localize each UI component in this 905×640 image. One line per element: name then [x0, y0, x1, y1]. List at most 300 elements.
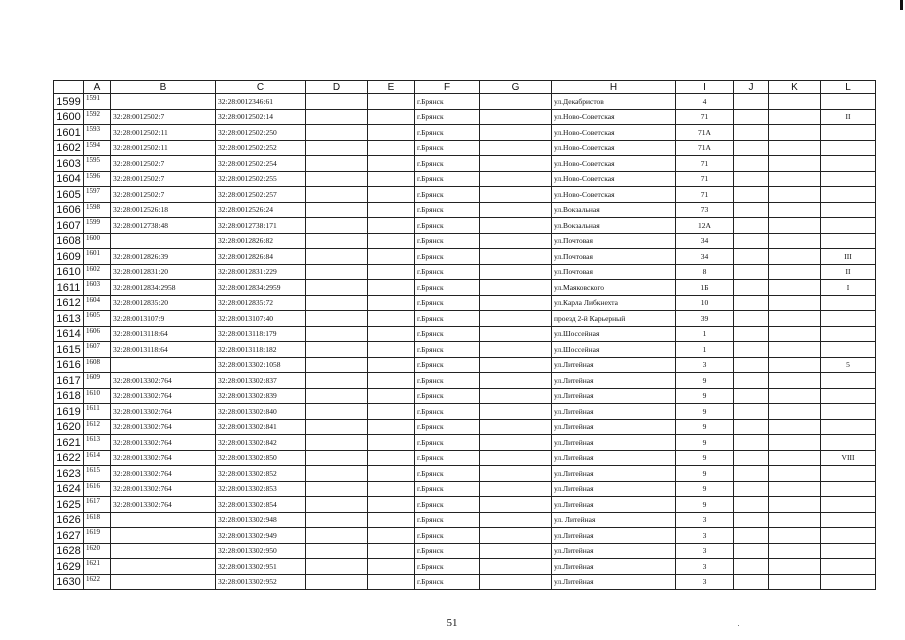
- cell-g: [480, 109, 552, 125]
- cell-j: [734, 373, 769, 389]
- cell-g: [480, 326, 552, 342]
- cell-b: [111, 94, 216, 110]
- table-row: [54, 295, 876, 311]
- cell-b: 32:28:0012826:39: [111, 249, 216, 265]
- cell-c: 32:28:0012835:72: [216, 295, 306, 311]
- row-number: 1605: [54, 187, 84, 203]
- cell-k: [769, 373, 821, 389]
- cell-h: ул. Литейная: [552, 512, 676, 528]
- cell-f: г.Брянск: [415, 94, 480, 110]
- cell-f: г.Брянск: [415, 280, 480, 296]
- row-number: 1609: [54, 249, 84, 265]
- cell-h: ул.Литейная: [552, 388, 676, 404]
- cell-k: [769, 419, 821, 435]
- cell-l: [821, 528, 876, 544]
- cell-l: [821, 295, 876, 311]
- cell-e: [368, 280, 415, 296]
- cell-b: [111, 512, 216, 528]
- table-row: [54, 528, 876, 544]
- cell-d: [306, 342, 368, 358]
- cell-j: [734, 187, 769, 203]
- cell-d: [306, 125, 368, 141]
- cell-d: [306, 528, 368, 544]
- cell-k: [769, 528, 821, 544]
- table-row: [54, 264, 876, 280]
- cell-e: [368, 311, 415, 327]
- cell-c: 32:28:0012502:252: [216, 140, 306, 156]
- cell-i: 71А: [676, 140, 734, 156]
- cell-k: [769, 94, 821, 110]
- row-number: 1616: [54, 357, 84, 373]
- row-number: 1604: [54, 171, 84, 187]
- cell-l: [821, 373, 876, 389]
- cell-a: 1617: [84, 497, 111, 513]
- cell-d: [306, 156, 368, 172]
- speck: [738, 625, 739, 626]
- table-body: [54, 94, 876, 590]
- cell-k: [769, 156, 821, 172]
- cell-i: 8: [676, 264, 734, 280]
- cell-f: г.Брянск: [415, 187, 480, 203]
- cell-h: ул.Ново-Советская: [552, 109, 676, 125]
- cell-b: [111, 233, 216, 249]
- cell-f: г.Брянск: [415, 109, 480, 125]
- table-row: [54, 249, 876, 265]
- cell-f: г.Брянск: [415, 295, 480, 311]
- cell-d: [306, 450, 368, 466]
- cell-k: [769, 497, 821, 513]
- cell-l: [821, 125, 876, 141]
- cell-j: [734, 559, 769, 575]
- cell-f: г.Брянск: [415, 156, 480, 172]
- row-number: 1624: [54, 481, 84, 497]
- cell-a: 1616: [84, 481, 111, 497]
- cell-a: 1601: [84, 249, 111, 265]
- cell-g: [480, 574, 552, 590]
- cell-f: г.Брянск: [415, 543, 480, 559]
- cell-k: [769, 388, 821, 404]
- cell-b: 32:28:0013302:764: [111, 497, 216, 513]
- cell-i: 9: [676, 388, 734, 404]
- cell-d: [306, 357, 368, 373]
- cell-e: [368, 109, 415, 125]
- cell-h: ул.Карла Либкнехта: [552, 295, 676, 311]
- cell-i: 3: [676, 559, 734, 575]
- cell-h: проезд 2-й Карьерный: [552, 311, 676, 327]
- cell-k: [769, 280, 821, 296]
- cell-g: [480, 342, 552, 358]
- cell-j: [734, 419, 769, 435]
- cell-l: VIII: [821, 450, 876, 466]
- cell-h: ул.Литейная: [552, 528, 676, 544]
- cell-l: [821, 202, 876, 218]
- table-row: [54, 450, 876, 466]
- cell-j: [734, 280, 769, 296]
- cell-k: [769, 435, 821, 451]
- cell-c: 32:28:0012502:250: [216, 125, 306, 141]
- cell-f: г.Брянск: [415, 202, 480, 218]
- column-header-d: D: [306, 81, 368, 94]
- cell-h: ул.Литейная: [552, 559, 676, 575]
- cell-j: [734, 497, 769, 513]
- cell-d: [306, 559, 368, 575]
- cell-h: ул.Почтовая: [552, 233, 676, 249]
- cell-e: [368, 295, 415, 311]
- row-number: 1611: [54, 280, 84, 296]
- cell-h: ул.Ново-Советская: [552, 140, 676, 156]
- cell-a: 1605: [84, 311, 111, 327]
- cell-f: г.Брянск: [415, 233, 480, 249]
- cell-h: ул.Маяковского: [552, 280, 676, 296]
- row-number: 1600: [54, 109, 84, 125]
- cell-e: [368, 357, 415, 373]
- cell-f: г.Брянск: [415, 559, 480, 575]
- cell-j: [734, 543, 769, 559]
- row-number: 1618: [54, 388, 84, 404]
- table-row: [54, 326, 876, 342]
- table-row: [54, 156, 876, 172]
- cell-g: [480, 357, 552, 373]
- cell-k: [769, 233, 821, 249]
- cell-b: 32:28:0013302:764: [111, 466, 216, 482]
- cell-d: [306, 435, 368, 451]
- cell-f: г.Брянск: [415, 357, 480, 373]
- cell-k: [769, 125, 821, 141]
- cell-j: [734, 311, 769, 327]
- cell-i: 1: [676, 342, 734, 358]
- cell-h: ул.Ново-Советская: [552, 171, 676, 187]
- cell-c: 32:28:0013302:854: [216, 497, 306, 513]
- cell-f: г.Брянск: [415, 512, 480, 528]
- cell-e: [368, 326, 415, 342]
- cell-l: II: [821, 109, 876, 125]
- cell-d: [306, 280, 368, 296]
- cell-k: [769, 326, 821, 342]
- cell-l: [821, 497, 876, 513]
- cell-k: [769, 202, 821, 218]
- cell-c: 32:28:0012738:171: [216, 218, 306, 234]
- column-header-l: L: [821, 81, 876, 94]
- row-number: 1615: [54, 342, 84, 358]
- cell-j: [734, 450, 769, 466]
- table-row: [54, 280, 876, 296]
- cell-j: [734, 156, 769, 172]
- cell-j: [734, 326, 769, 342]
- cell-f: г.Брянск: [415, 342, 480, 358]
- cell-e: [368, 559, 415, 575]
- cell-c: 32:28:0012346:61: [216, 94, 306, 110]
- cell-a: 1613: [84, 435, 111, 451]
- row-number: 1608: [54, 233, 84, 249]
- cell-j: [734, 512, 769, 528]
- cell-b: 32:28:0013107:9: [111, 311, 216, 327]
- cell-e: [368, 388, 415, 404]
- cell-c: 32:28:0013302:948: [216, 512, 306, 528]
- cell-h: ул.Литейная: [552, 481, 676, 497]
- cell-d: [306, 543, 368, 559]
- cell-l: [821, 218, 876, 234]
- cell-c: 32:28:0013302:952: [216, 574, 306, 590]
- row-number: 1599: [54, 94, 84, 110]
- cell-f: г.Брянск: [415, 218, 480, 234]
- cell-c: 32:28:0013302:949: [216, 528, 306, 544]
- row-number: 1630: [54, 574, 84, 590]
- cell-c: 32:28:0013302:841: [216, 419, 306, 435]
- row-number: 1606: [54, 202, 84, 218]
- cell-e: [368, 419, 415, 435]
- edge-mark: [900, 0, 903, 10]
- cell-k: [769, 218, 821, 234]
- table-row: [54, 218, 876, 234]
- cell-i: 3: [676, 574, 734, 590]
- cell-j: [734, 574, 769, 590]
- cell-l: [821, 512, 876, 528]
- cell-e: [368, 140, 415, 156]
- cell-a: 1594: [84, 140, 111, 156]
- cell-k: [769, 295, 821, 311]
- cell-i: 3: [676, 512, 734, 528]
- cell-i: 9: [676, 497, 734, 513]
- cell-c: 32:28:0013118:182: [216, 342, 306, 358]
- cell-c: 32:28:0012502:14: [216, 109, 306, 125]
- table-row: [54, 94, 876, 110]
- cell-l: [821, 481, 876, 497]
- cell-g: [480, 497, 552, 513]
- cell-b: 32:28:0012834:2958: [111, 280, 216, 296]
- cell-i: 9: [676, 481, 734, 497]
- cell-i: 12А: [676, 218, 734, 234]
- cell-b: 32:28:0012526:18: [111, 202, 216, 218]
- cell-e: [368, 218, 415, 234]
- column-header-j: J: [734, 81, 769, 94]
- cell-l: [821, 233, 876, 249]
- cell-f: г.Брянск: [415, 481, 480, 497]
- cell-f: г.Брянск: [415, 574, 480, 590]
- cell-e: [368, 125, 415, 141]
- cell-h: ул.Декабристов: [552, 94, 676, 110]
- cell-a: 1603: [84, 280, 111, 296]
- cell-g: [480, 140, 552, 156]
- cell-e: [368, 497, 415, 513]
- cell-d: [306, 419, 368, 435]
- cell-e: [368, 528, 415, 544]
- cell-b: [111, 559, 216, 575]
- cell-h: ул.Литейная: [552, 373, 676, 389]
- cell-k: [769, 249, 821, 265]
- cell-l: [821, 326, 876, 342]
- cell-b: 32:28:0012502:7: [111, 187, 216, 203]
- table-row: [54, 388, 876, 404]
- cell-b: 32:28:0013302:764: [111, 404, 216, 420]
- cell-i: 3: [676, 543, 734, 559]
- row-number: 1626: [54, 512, 84, 528]
- cell-c: 32:28:0013302:1058: [216, 357, 306, 373]
- cell-e: [368, 512, 415, 528]
- cell-a: 1597: [84, 187, 111, 203]
- cell-h: ул.Ново-Советская: [552, 156, 676, 172]
- cell-g: [480, 543, 552, 559]
- cell-g: [480, 388, 552, 404]
- cell-d: [306, 171, 368, 187]
- cell-a: 1606: [84, 326, 111, 342]
- cell-a: 1591: [84, 94, 111, 110]
- cell-k: [769, 404, 821, 420]
- cell-l: [821, 388, 876, 404]
- cell-c: 32:28:0012526:24: [216, 202, 306, 218]
- cell-e: [368, 264, 415, 280]
- cell-h: ул.Шоссейная: [552, 342, 676, 358]
- cell-k: [769, 311, 821, 327]
- row-number: 1627: [54, 528, 84, 544]
- cell-i: 71: [676, 171, 734, 187]
- cell-h: ул.Почтовая: [552, 264, 676, 280]
- cell-g: [480, 264, 552, 280]
- cell-b: 32:28:0013302:764: [111, 373, 216, 389]
- cell-j: [734, 528, 769, 544]
- cell-g: [480, 187, 552, 203]
- cell-d: [306, 109, 368, 125]
- cell-j: [734, 233, 769, 249]
- cell-a: 1620: [84, 543, 111, 559]
- cell-a: 1602: [84, 264, 111, 280]
- cell-g: [480, 156, 552, 172]
- cell-l: III: [821, 249, 876, 265]
- cell-e: [368, 249, 415, 265]
- cell-f: г.Брянск: [415, 528, 480, 544]
- column-header-i: I: [676, 81, 734, 94]
- cell-h: ул.Почтовая: [552, 249, 676, 265]
- cell-h: ул.Литейная: [552, 497, 676, 513]
- row-number: 1602: [54, 140, 84, 156]
- table-row: [54, 171, 876, 187]
- cell-k: [769, 109, 821, 125]
- cell-d: [306, 481, 368, 497]
- cell-g: [480, 419, 552, 435]
- row-number: 1603: [54, 156, 84, 172]
- table-row: [54, 481, 876, 497]
- column-header-g: G: [480, 81, 552, 94]
- cell-j: [734, 342, 769, 358]
- cell-l: [821, 404, 876, 420]
- cell-k: [769, 574, 821, 590]
- table-row: [54, 125, 876, 141]
- cell-f: г.Брянск: [415, 450, 480, 466]
- cell-d: [306, 187, 368, 203]
- row-number: 1620: [54, 419, 84, 435]
- cell-b: 32:28:0013118:64: [111, 342, 216, 358]
- cell-a: 1612: [84, 419, 111, 435]
- cell-l: [821, 559, 876, 575]
- table-row: [54, 233, 876, 249]
- cell-c: 32:28:0013302:852: [216, 466, 306, 482]
- column-header-e: E: [368, 81, 415, 94]
- cell-c: 32:28:0013107:40: [216, 311, 306, 327]
- cell-b: [111, 574, 216, 590]
- cell-a: 1596: [84, 171, 111, 187]
- cell-i: 34: [676, 249, 734, 265]
- cell-b: 32:28:0012502:11: [111, 125, 216, 141]
- cell-b: 32:28:0013302:764: [111, 481, 216, 497]
- cell-k: [769, 466, 821, 482]
- cell-e: [368, 404, 415, 420]
- cell-f: г.Брянск: [415, 171, 480, 187]
- cell-d: [306, 218, 368, 234]
- cell-c: 32:28:0013302:840: [216, 404, 306, 420]
- data-table: [53, 80, 876, 590]
- cell-j: [734, 388, 769, 404]
- row-number: 1607: [54, 218, 84, 234]
- cell-g: [480, 435, 552, 451]
- cell-g: [480, 481, 552, 497]
- cell-b: 32:28:0013302:764: [111, 450, 216, 466]
- cell-b: 32:28:0013118:64: [111, 326, 216, 342]
- cell-e: [368, 202, 415, 218]
- cell-b: 32:28:0012502:7: [111, 156, 216, 172]
- cell-f: г.Брянск: [415, 326, 480, 342]
- cell-e: [368, 466, 415, 482]
- cell-a: 1622: [84, 574, 111, 590]
- cell-j: [734, 249, 769, 265]
- cell-b: 32:28:0012502:7: [111, 171, 216, 187]
- cell-c: 32:28:0012826:84: [216, 249, 306, 265]
- row-number: 1625: [54, 497, 84, 513]
- cell-g: [480, 512, 552, 528]
- cell-a: 1615: [84, 466, 111, 482]
- cell-e: [368, 373, 415, 389]
- table-row: [54, 202, 876, 218]
- cell-e: [368, 233, 415, 249]
- cell-b: 32:28:0012831:20: [111, 264, 216, 280]
- cell-h: ул.Литейная: [552, 357, 676, 373]
- cell-i: 71: [676, 109, 734, 125]
- cell-b: [111, 357, 216, 373]
- cell-f: г.Брянск: [415, 264, 480, 280]
- cell-l: 5: [821, 357, 876, 373]
- table-row: [54, 109, 876, 125]
- row-number: 1610: [54, 264, 84, 280]
- cell-e: [368, 481, 415, 497]
- cell-g: [480, 311, 552, 327]
- column-header-f: F: [415, 81, 480, 94]
- cell-j: [734, 435, 769, 451]
- cell-f: г.Брянск: [415, 435, 480, 451]
- cell-a: 1619: [84, 528, 111, 544]
- column-header-row: [54, 81, 876, 94]
- row-number: 1623: [54, 466, 84, 482]
- cell-i: 9: [676, 404, 734, 420]
- cell-f: г.Брянск: [415, 388, 480, 404]
- table-row: [54, 543, 876, 559]
- cell-h: ул.Ново-Советская: [552, 125, 676, 141]
- cell-f: г.Брянск: [415, 140, 480, 156]
- cell-c: 32:28:0012502:254: [216, 156, 306, 172]
- cell-k: [769, 357, 821, 373]
- cell-d: [306, 373, 368, 389]
- cell-l: [821, 94, 876, 110]
- cell-l: [821, 342, 876, 358]
- cell-l: [821, 140, 876, 156]
- cell-i: 39: [676, 311, 734, 327]
- table-row: [54, 404, 876, 420]
- column-header-b: B: [111, 81, 216, 94]
- row-number: 1613: [54, 311, 84, 327]
- cell-d: [306, 388, 368, 404]
- cell-b: [111, 528, 216, 544]
- cell-l: [821, 435, 876, 451]
- table-row: [54, 187, 876, 203]
- cell-f: г.Брянск: [415, 404, 480, 420]
- cell-l: [821, 543, 876, 559]
